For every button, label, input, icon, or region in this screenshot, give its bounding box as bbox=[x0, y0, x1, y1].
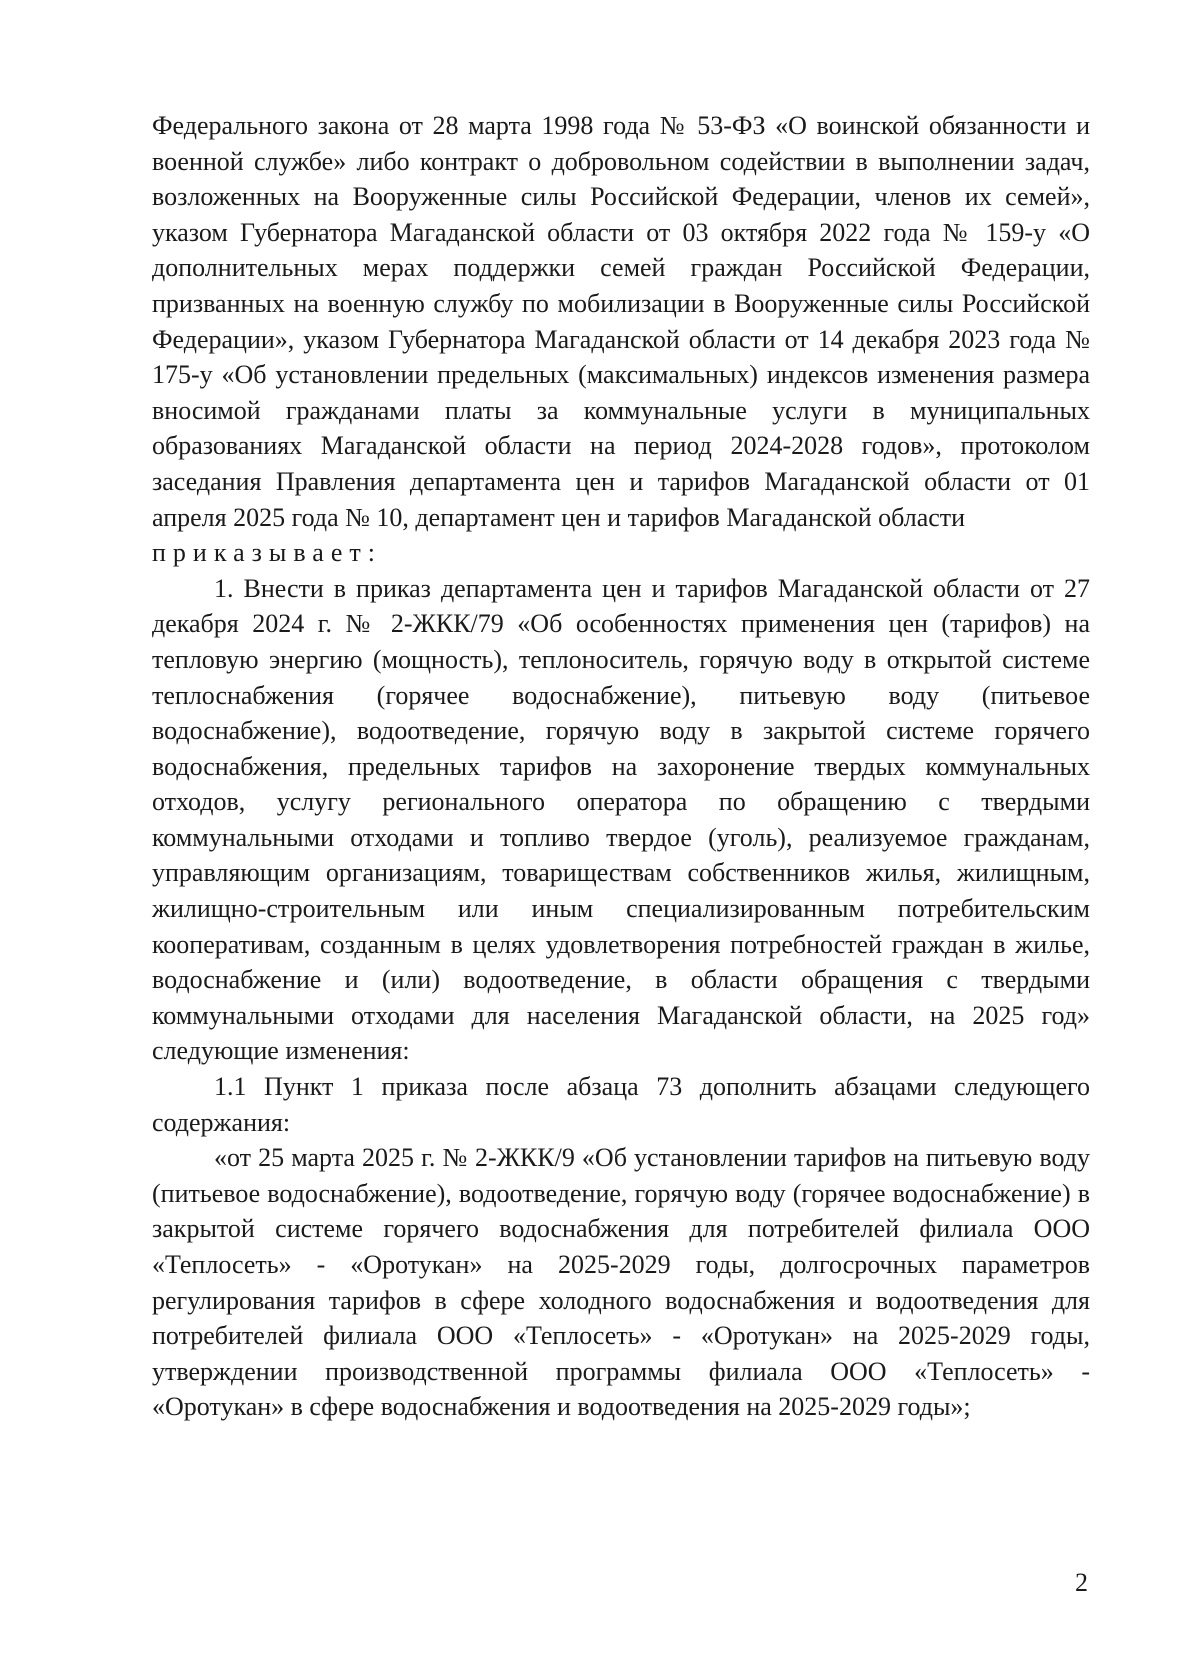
paragraph-quoted-order: «от 25 марта 2025 г. № 2-ЖКК/9 «Об установлении тарифов на питьевую воду (питьевое водоснабжение), водоотведение, горячую воду (горячее водоснабжение) в закрытой системе горячего водоснабжения для потребителей филиала ООО «Теплосеть» - «Оротукан» на 2025-2029 годы, долгосрочных параметров регулирования тарифов в сфере холодного водоснабжения и водоотведения для потребителей филиала ООО «Теплосеть» - «Оротукан» на 2025-2029 годы, утверждении производственной программы филиала ООО «Теплосеть» - «Оротукан» в сфере водоснабжения и водоотведения на 2025-2029 годы»; bbox=[152, 1143, 1090, 1422]
paragraph-item-1: 1. Внести в приказ департамента цен и тарифов Магаданской области от 27 декабря 2024 г. № 2-ЖКК/79 «Об особенностях применения цен (тарифов) на тепловую энергию (мощность), теплоноситель, горячую воду в открытой системе теплоснабжения (горячее водоснабжение), питьевую воду (питьевое водоснабжение), водоотведение, горячую воду в закрытой системе горячего водоснабжения, предельных тарифов на захоронение твердых коммунальных отходов, услугу регионального оператора по обращению с твердыми коммунальными отходами и топливо твердое (уголь), реализуемое гражданам, управляющим организациям, товариществам собственников жилья, жилищным, жилищно-строительным или иным специализированным потребительским кооперативам, созданным в целях удовлетворения потребностей граждан в жилье, водоснабжение и (или) водоотведение, в области обращения с твердыми коммунальными отходами для населения Магаданской области, на 2025 год» следующие изменения: bbox=[152, 573, 1090, 1066]
paragraph-orders: приказывает: bbox=[152, 538, 382, 568]
paragraph-legal-basis: Федерального закона от 28 марта 1998 года № 53-ФЗ «О воинской обязанности и военной службе» либо контракт о добровольном содействии в выполнении задач, возложенных на Вооруженные силы Российской Федерации, членов их семей», указом Губернатора Магаданской области от 03 октября 2022 года № 159-у «О дополнительных мерах поддержки семей граждан Российской Федерации, призванных на военную службу по мобилизации в Вооруженные силы Российской Федерации», указом Губернатора Магаданской области от 14 декабря 2023 года № 175-у «Об установлении предельных (максимальных) индексов изменения размера вносимой гражданами платы за коммунальные услуги в муниципальных образованиях Магаданской области на период 2024-2028 годов», протоколом заседания Правления департамента цен и тарифов Магаданской области от 01 апреля 2025 года № 10, департамент цен и тарифов Магаданской области bbox=[152, 111, 1090, 532]
page-number: 2 bbox=[1075, 1568, 1088, 1597]
paragraph-item-1-1: 1.1 Пункт 1 приказа после абзаца 73 дополнить абзацами следующего содержания: bbox=[152, 1072, 1090, 1137]
document-body bbox=[152, 108, 1090, 1425]
